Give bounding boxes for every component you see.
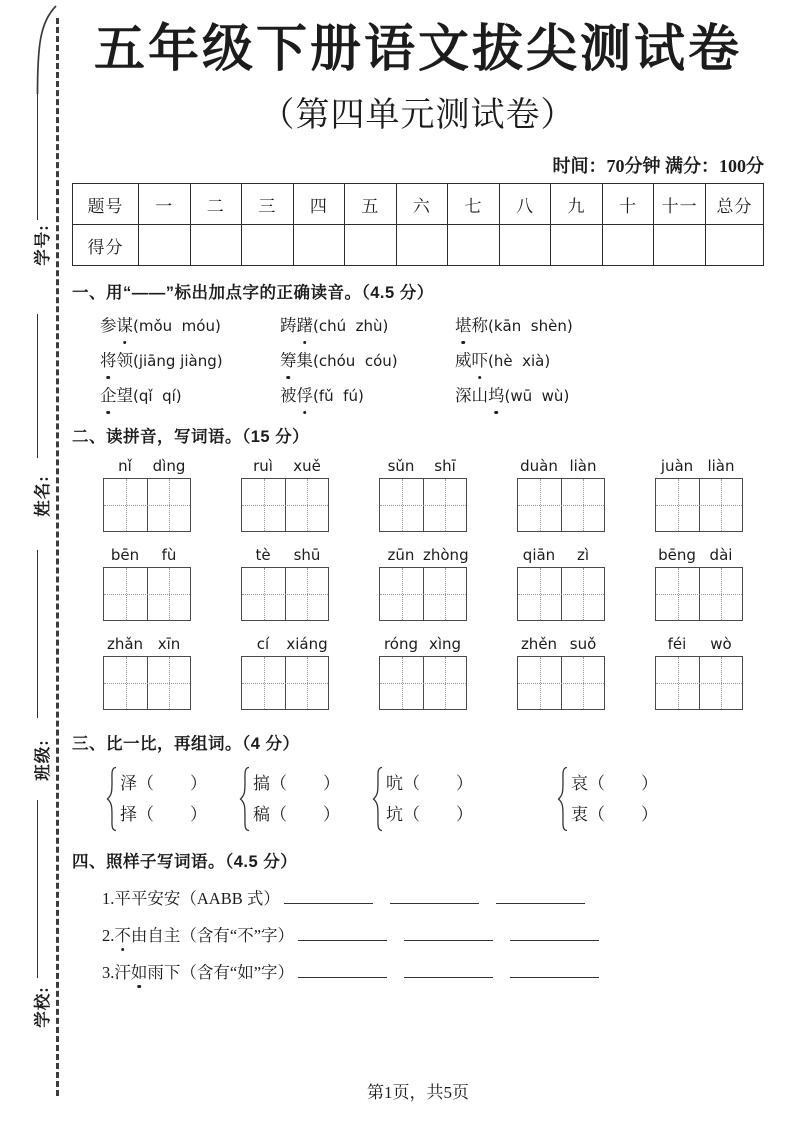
answer-blank-line[interactable] — [496, 889, 585, 904]
write-box[interactable] — [103, 567, 191, 621]
pinyin-label: féi wò — [667, 635, 732, 654]
word-form-line: 坑（ ） — [386, 805, 473, 825]
margin-label-class: 班级: — [33, 739, 52, 781]
dotted-char: 俘 — [297, 383, 314, 409]
score-cell[interactable] — [242, 225, 294, 266]
pinyin-writing-group — [379, 457, 467, 532]
score-table-header-cell: 十 — [602, 184, 654, 225]
word-item[interactable]: 深山坞(wū wù) — [455, 383, 764, 409]
score-table-header-cell: 六 — [396, 184, 448, 225]
answer-blank-line[interactable] — [298, 963, 387, 978]
score-table-header-cell: 题号 — [73, 184, 139, 225]
write-box[interactable] — [517, 478, 605, 532]
word-item[interactable]: 被俘(fǔ fú) — [280, 383, 455, 409]
pinyin-writing-group — [517, 635, 605, 710]
dotted-char: 企 — [100, 383, 117, 409]
write-box[interactable] — [241, 567, 329, 621]
score-cell[interactable] — [448, 225, 500, 266]
pinyin-label: zhǎn xīn — [106, 635, 181, 654]
score-table-header-cell: 二 — [190, 184, 242, 225]
score-cell[interactable] — [190, 225, 242, 266]
pinyin-label: tè shū — [255, 546, 321, 565]
word-item[interactable]: 踌躇(chú zhù) — [280, 313, 455, 339]
pinyin-writing-group — [517, 546, 605, 621]
pinyin-options[interactable]: (fǔ fú) — [313, 387, 364, 406]
brace-group — [557, 766, 658, 832]
exam-page — [72, 0, 764, 983]
score-cell[interactable] — [293, 225, 345, 266]
write-box[interactable] — [379, 656, 467, 710]
brace-icon — [557, 766, 568, 832]
pinyin-writing-group — [103, 635, 191, 710]
section-3-pairs — [106, 766, 764, 832]
seal-line-segment — [37, 550, 38, 718]
section-1-items — [100, 313, 764, 409]
dotted-char: 将 — [100, 348, 117, 374]
dotted-char: 如 — [131, 959, 148, 983]
pinyin-writing-group — [103, 546, 191, 621]
dotted-char: 坞 — [488, 383, 505, 409]
pinyin-writing-row — [103, 635, 764, 710]
write-box[interactable] — [655, 567, 743, 621]
dotted-char: 堪 — [455, 313, 472, 339]
score-row-label: 得分 — [73, 225, 139, 266]
pinyin-writing-row — [103, 546, 764, 621]
score-table-header-cell: 五 — [345, 184, 397, 225]
write-box[interactable] — [103, 656, 191, 710]
dotted-char: 吓 — [472, 348, 489, 374]
score-cell[interactable] — [654, 225, 706, 266]
answer-blank-line[interactable] — [404, 963, 493, 978]
pinyin-label: nǐ dìng — [118, 457, 186, 476]
example-note: （含有“不”字） — [180, 926, 295, 946]
pinyin-label: cí xiáng — [256, 635, 328, 654]
example-note: （含有“如”字） — [180, 963, 295, 983]
word-item[interactable]: 堪称(kān shèn) — [455, 313, 764, 339]
seal-line-segment — [37, 314, 38, 458]
score-table-header-cell: 七 — [448, 184, 500, 225]
word-form-line: 吭（ ） — [386, 774, 473, 794]
word-form-line: 稿（ ） — [253, 805, 340, 825]
score-table-header-cell: 四 — [293, 184, 345, 225]
pinyin-label: zhěn suǒ — [520, 635, 597, 654]
score-cell[interactable] — [499, 225, 551, 266]
pinyin-label: bēn fù — [110, 546, 177, 565]
pinyin-writing-group — [379, 546, 467, 621]
score-table-header-cell: 十一 — [654, 184, 706, 225]
seal-line-segment — [37, 92, 38, 220]
section-4-heading: 四、照样子写词语。（4.5 分） — [72, 853, 298, 872]
brace-icon — [239, 766, 250, 832]
brace-icon — [106, 766, 117, 832]
score-table-header-cell: 一 — [139, 184, 191, 225]
word-form-line: 衷（ ） — [571, 805, 658, 825]
score-table-header-row — [73, 184, 764, 225]
pinyin-label: zūn zhòng — [387, 546, 469, 565]
word-form-line: 搞（ ） — [253, 774, 340, 794]
score-table-header-cell: 三 — [242, 184, 294, 225]
write-box[interactable] — [241, 478, 329, 532]
answer-blank-line[interactable] — [284, 889, 373, 904]
page-title: 五年级下册语文拔尖测试卷 — [93, 22, 742, 78]
pinyin-writing-group — [517, 457, 605, 532]
write-box[interactable] — [379, 567, 467, 621]
binding-dashed-line — [56, 18, 59, 1096]
pattern-word-item: 2.不由自主（含有“不”字） — [102, 922, 764, 946]
write-box[interactable] — [103, 478, 191, 532]
word-item[interactable]: 将领(jiāng jiàng) — [100, 348, 280, 374]
dotted-char: 谋 — [117, 313, 134, 339]
margin-label-student-id: 学号: — [33, 224, 52, 266]
pinyin-options[interactable]: (chóu cóu) — [313, 352, 398, 371]
section-1-heading: 一、用“——”标出加点字的正确读音。（4.5 分） — [72, 284, 434, 303]
page-subtitle: （第四单元测试卷） — [260, 97, 576, 135]
word-form-line: 泽（ ） — [120, 774, 207, 794]
answer-blank-line[interactable] — [510, 926, 599, 941]
pinyin-label: sǔn shī — [387, 457, 456, 476]
dotted-char: 筹 — [280, 348, 297, 374]
pinyin-options[interactable]: (mǒu móu) — [133, 317, 221, 336]
score-cell[interactable] — [396, 225, 448, 266]
brace-icon — [372, 766, 383, 832]
pinyin-label: róng xìng — [383, 635, 462, 654]
pattern-word-item: 3.汗如雨下（含有“如”字） — [102, 959, 764, 983]
score-table-header-cell: 九 — [551, 184, 603, 225]
pinyin-label: ruì xuě — [253, 457, 321, 476]
pinyin-writing-group — [655, 457, 743, 532]
pinyin-label: bēng dài — [658, 546, 733, 565]
write-box[interactable] — [655, 478, 743, 532]
pinyin-options[interactable]: (wū wù) — [504, 387, 570, 406]
score-table-header-cell: 总分 — [706, 184, 764, 225]
score-cell[interactable] — [706, 225, 764, 266]
score-table-header-cell: 八 — [499, 184, 551, 225]
write-box[interactable] — [517, 656, 605, 710]
write-box[interactable] — [241, 656, 329, 710]
pinyin-options[interactable]: (kān shèn) — [488, 317, 573, 336]
pinyin-label: qiān zì — [522, 546, 590, 565]
word-form-line: 哀（ ） — [571, 774, 658, 794]
answer-blank-line[interactable] — [390, 889, 479, 904]
pattern-word-item: 1.平平安安（AABB 式） — [102, 885, 764, 909]
pinyin-options[interactable]: (qǐ qí) — [133, 387, 182, 406]
write-box[interactable] — [379, 478, 467, 532]
pinyin-writing-group — [655, 635, 743, 710]
pinyin-writing-row — [103, 457, 764, 532]
write-box[interactable] — [655, 656, 743, 710]
write-box[interactable] — [517, 567, 605, 621]
word-form-line: 择（ ） — [120, 805, 207, 825]
section-2-heading: 二、读拼音，写词语。（15 分） — [72, 428, 310, 447]
pinyin-options[interactable]: (hè xià) — [488, 352, 551, 371]
score-cell[interactable] — [345, 225, 397, 266]
pinyin-label: juàn liàn — [660, 457, 735, 476]
pinyin-writing-group — [241, 635, 329, 710]
answer-blank-line[interactable] — [298, 926, 387, 941]
pinyin-options[interactable]: (jiāng jiàng) — [133, 352, 223, 371]
margin-label-name: 姓名: — [33, 475, 52, 517]
dotted-char: 不 — [114, 922, 131, 946]
brace-group — [239, 766, 340, 832]
word-item[interactable]: 企望(qǐ qí) — [100, 383, 280, 409]
pinyin-writing-group — [655, 546, 743, 621]
score-cell[interactable] — [139, 225, 191, 266]
pinyin-writing-group — [379, 635, 467, 710]
answer-blank-line[interactable] — [404, 926, 493, 941]
word-item[interactable]: 筹集(chóu cóu) — [280, 348, 455, 374]
word-item[interactable]: 参谋(mǒu móu) — [100, 313, 280, 339]
score-table-score-row — [73, 225, 764, 266]
score-cell[interactable] — [602, 225, 654, 266]
score-cell[interactable] — [551, 225, 603, 266]
pinyin-options[interactable]: (chú zhù) — [313, 317, 389, 336]
exam-time-score-info: 时间：70分钟 满分：100分 — [552, 156, 764, 177]
pinyin-label: duàn liàn — [520, 457, 597, 476]
score-table — [72, 183, 764, 266]
section-3-heading: 三、比一比，再组词。（4 分） — [72, 735, 300, 754]
margin-label-school: 学校: — [33, 986, 52, 1028]
pinyin-writing-group — [241, 546, 329, 621]
brace-group — [106, 766, 207, 832]
example-note: （AABB 式） — [180, 889, 280, 909]
pinyin-writing-group — [241, 457, 329, 532]
pinyin-writing-group — [103, 457, 191, 532]
answer-blank-line[interactable] — [510, 963, 599, 978]
word-item[interactable]: 威吓(hè xià) — [455, 348, 764, 374]
footer-page-number: 第1页，共5页 — [367, 1083, 469, 1102]
dotted-char: 躇 — [297, 313, 314, 339]
brace-group — [372, 766, 473, 832]
seal-line-segment — [37, 800, 38, 978]
